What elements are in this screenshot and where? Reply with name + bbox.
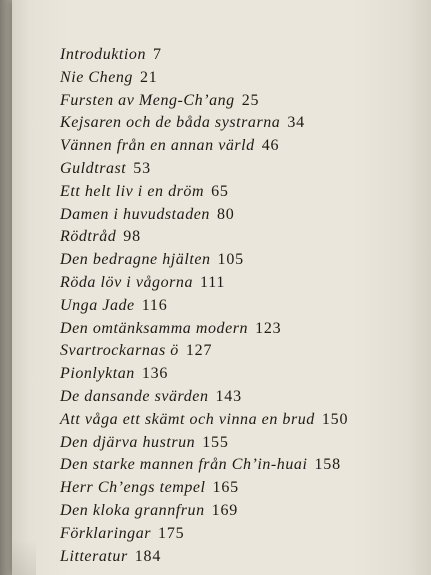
toc-entry-title: Herr Ch’engs tempel: [60, 479, 206, 497]
toc-entry: [60, 318, 420, 341]
toc-entry-page: 155: [202, 433, 229, 451]
toc-entry: [60, 500, 420, 523]
toc-entry-page: 80: [216, 205, 235, 223]
toc-entry-title: Pionlyktan: [60, 365, 135, 383]
toc-entry-page: 25: [241, 91, 260, 109]
toc-entry-title: Guldtrast: [60, 159, 127, 177]
toc-entry-title: Damen i huvudstaden: [60, 205, 210, 223]
toc-entry: [60, 135, 420, 158]
toc-entry-title: De dansande svärden: [60, 387, 209, 405]
toc-entry: [60, 158, 420, 181]
toc-entry-title: Svartrockarnas ö: [60, 342, 179, 360]
toc-entry: [60, 112, 420, 135]
toc-entry-title: Förklaringar: [60, 524, 152, 542]
toc-entry-page: 158: [314, 456, 341, 474]
toc-entry-page: 98: [123, 228, 141, 246]
toc-entry: [60, 44, 420, 67]
toc-entry-page: 127: [185, 342, 213, 360]
toc-entry-title: Rödtråd: [60, 228, 117, 246]
toc-entry-page: 169: [211, 501, 239, 519]
toc-entry-page: 111: [200, 273, 226, 291]
toc-entry-title: Den omtänksamma modern: [60, 319, 249, 337]
toc-entry: [60, 249, 420, 272]
toc-entry-page: 53: [133, 159, 151, 177]
toc-entry-page: 165: [212, 479, 239, 497]
toc-entry: [60, 477, 420, 500]
toc-entry: [60, 386, 420, 409]
toc-entry: [60, 546, 420, 569]
toc-entry: [60, 340, 420, 363]
toc-entry-title: Vännen från en annan värld: [60, 137, 255, 155]
toc-entry: [60, 432, 420, 455]
toc-entry-title: Röda löv i vågorna: [60, 273, 193, 291]
toc-entry-page: 143: [215, 387, 242, 405]
toc-entry: [60, 409, 420, 432]
toc-entry-title: Den starke mannen från Ch’in-huai: [60, 456, 308, 474]
toc-entry-title: Kejsaren och de båda systrarna: [60, 114, 281, 132]
book-page: [12, 0, 431, 575]
toc-entry-title: Den kloka grannfrun: [60, 501, 205, 519]
toc-entry-title: Fursten av Meng-Ch’ang: [60, 91, 235, 109]
toc-entry-title: Den djärva hustrun: [60, 433, 196, 451]
toc-entry-title: Introduktion: [60, 46, 146, 63]
toc-entry-title: Den bedragne hjälten: [60, 251, 211, 269]
toc-entry-page: 184: [134, 547, 162, 565]
toc-entry: [60, 90, 420, 113]
toc-entry-page: 136: [141, 365, 169, 383]
toc-entry-page: 105: [217, 251, 244, 269]
toc-entry: [60, 295, 420, 318]
toc-entry-title: Att våga ett skämt och vinna en brud: [60, 410, 315, 428]
toc-entry-title: Unga Jade: [60, 296, 135, 314]
toc-entry: [60, 67, 420, 90]
toc-entry: [60, 272, 420, 295]
toc-entry-title: Nie Cheng: [60, 68, 133, 86]
page-shadow: [12, 539, 36, 575]
toc-entry: [60, 181, 420, 204]
toc-entry-page: 175: [158, 524, 185, 542]
toc-entry-page: 65: [211, 182, 229, 200]
toc-entry: [60, 226, 420, 249]
toc-entry-title: Ett helt liv i en dröm: [60, 182, 205, 200]
toc-entry-page: 46: [261, 137, 280, 155]
toc-entry-page: 116: [141, 296, 168, 314]
table-of-contents: [60, 44, 420, 568]
toc-entry: [60, 454, 420, 477]
toc-entry-page: 150: [321, 410, 349, 428]
toc-entry-page: 21: [139, 68, 158, 86]
toc-entry-page: 34: [287, 114, 305, 132]
toc-entry-page: 123: [255, 319, 282, 337]
toc-entry-page: 7: [153, 46, 162, 63]
toc-entry: [60, 523, 420, 546]
toc-entry-title: Litteratur: [60, 547, 128, 565]
toc-entry: [60, 363, 420, 386]
toc-entry: [60, 204, 420, 227]
